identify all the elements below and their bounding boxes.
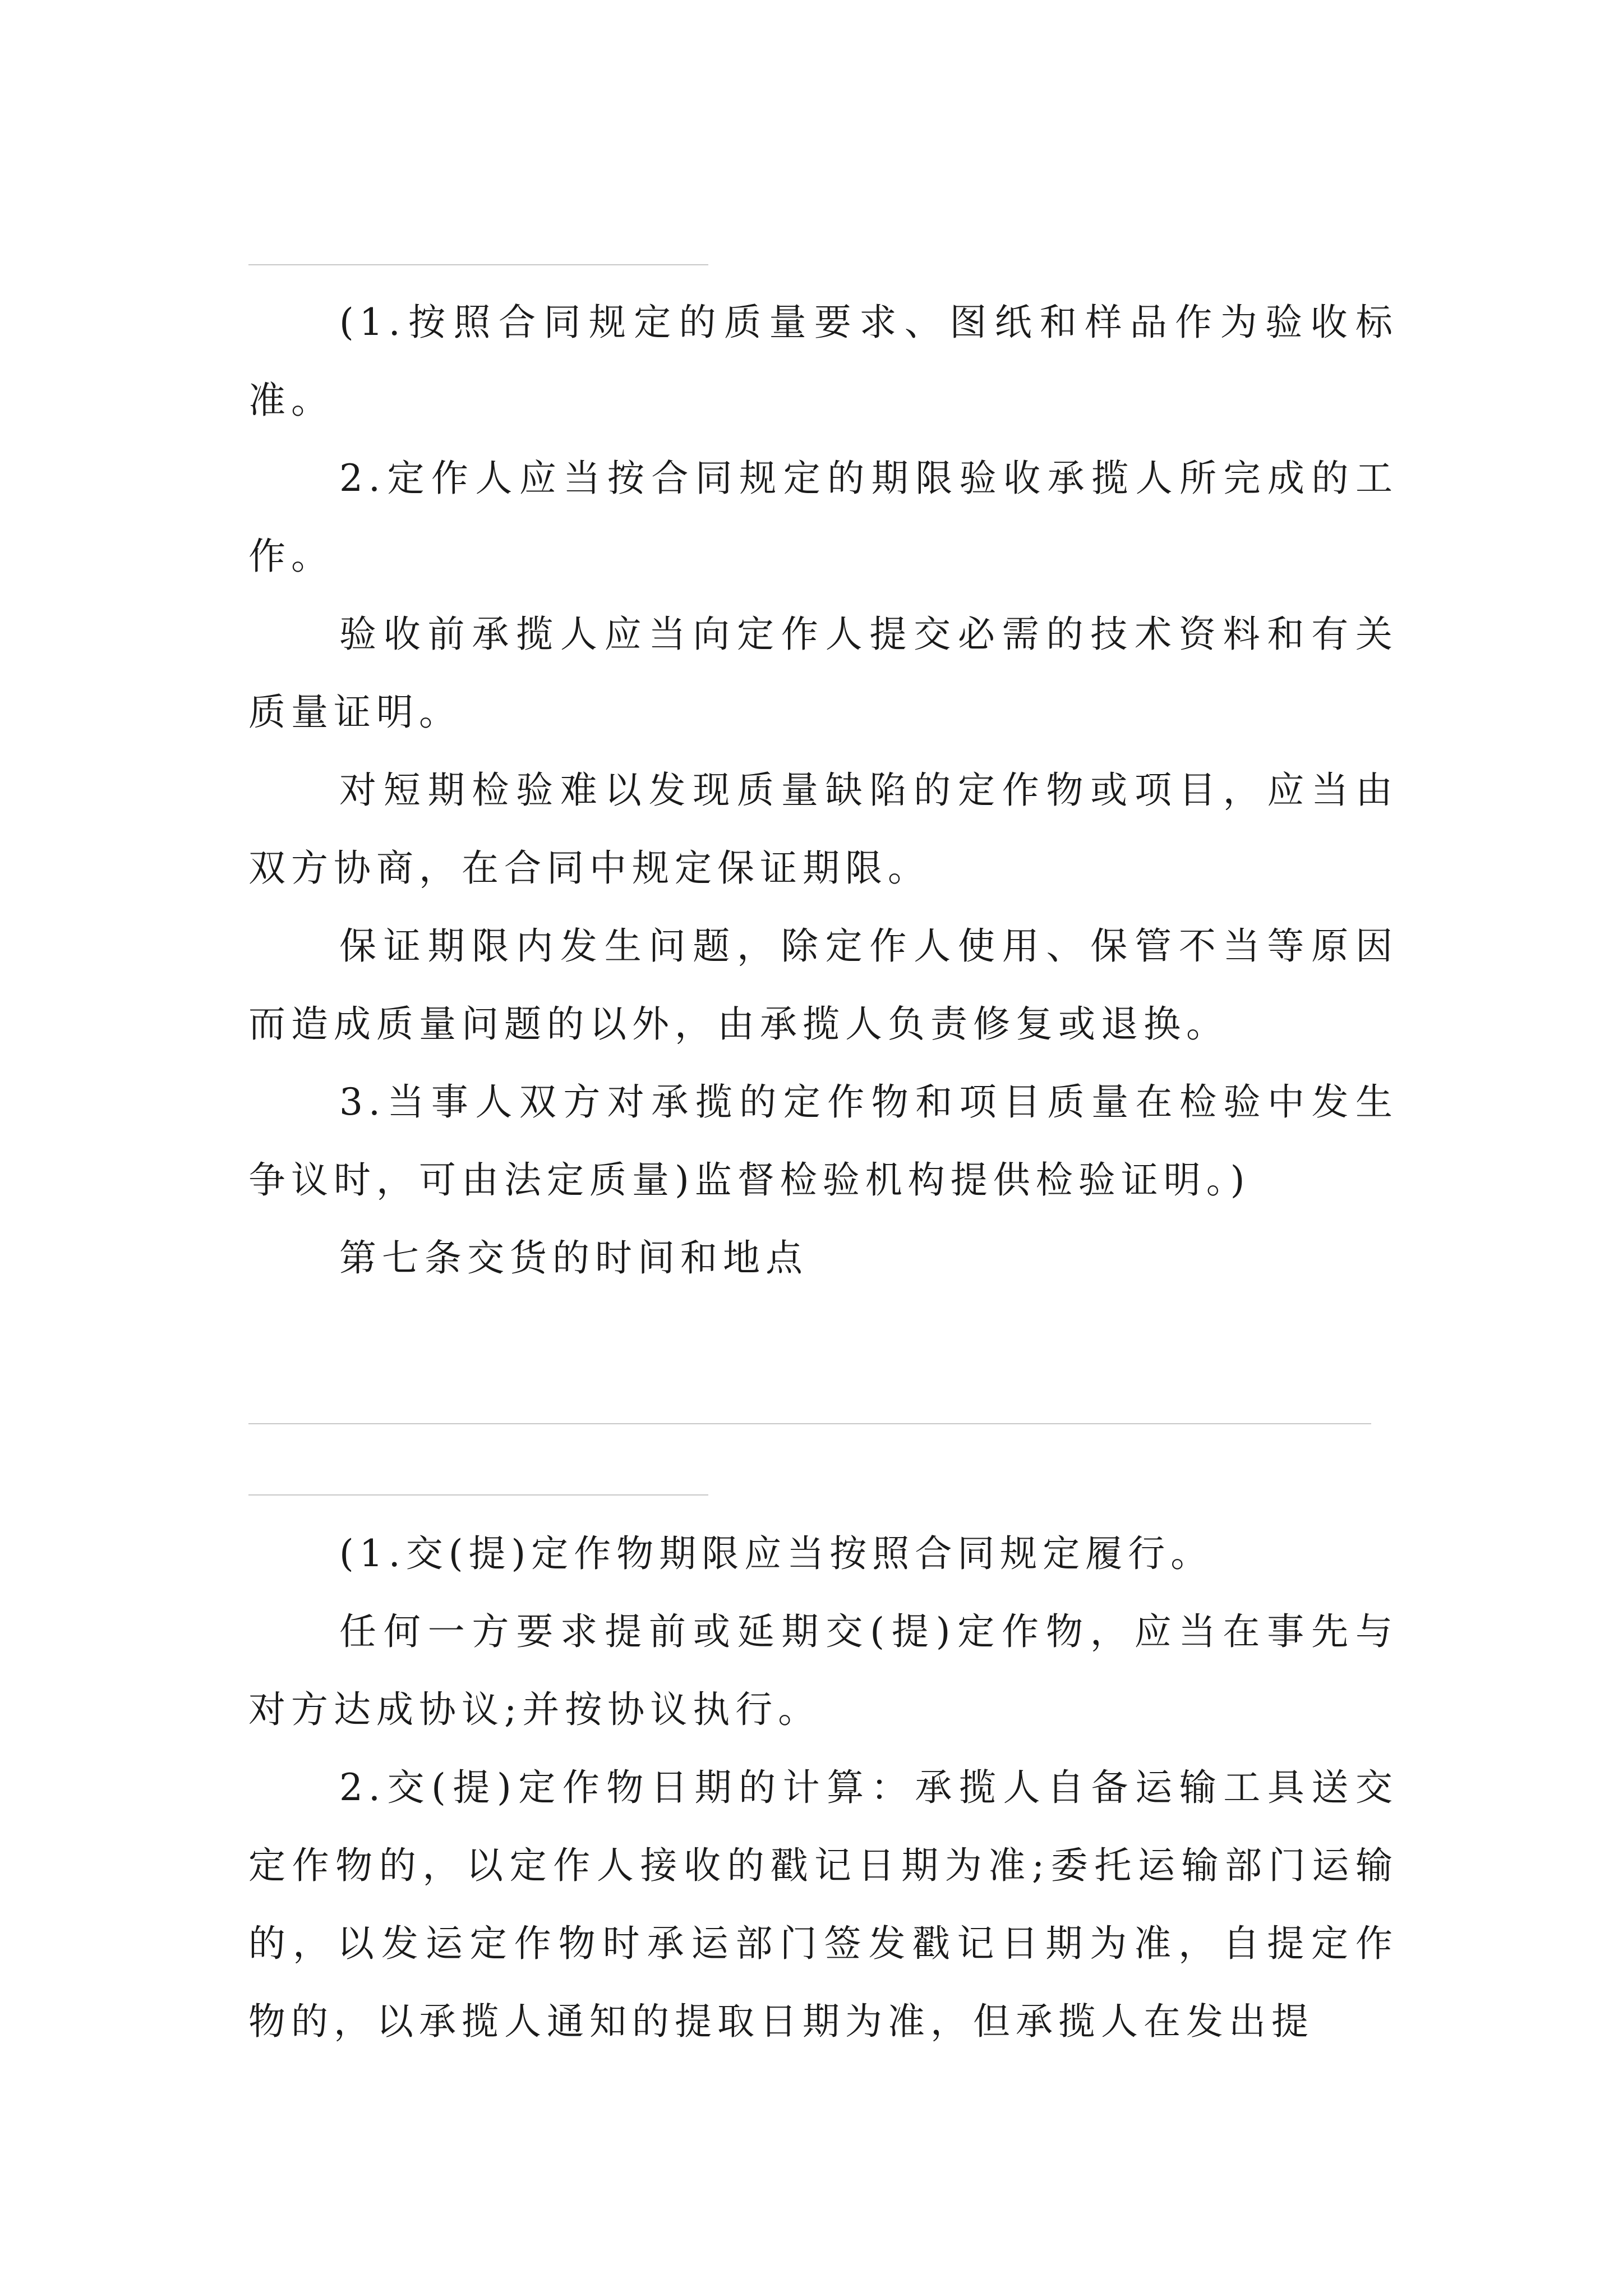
paragraph-delivery-date-calculation: 2.交(提)定作物日期的计算：承揽人自备运输工具送交定作物的，以定作人接收的戳记日期为准;委托运输部门运输的，以发运定作物时承运部门签发戳记日期为准，自提定作物的，以承揽人通知的提取日期为准，但承揽人在发出提: [248, 1766, 1398, 2043]
paragraph-warranty-problems: 保证期限内发生问题，除定作人使用、保管不当等原因而造成质量问题的以外，由承揽人负责修复或退换。: [248, 924, 1398, 1046]
middle-short-rule: [248, 1494, 708, 1496]
paragraph-technical-documents: 验收前承揽人应当向定作人提交必需的技术资料和有关质量证明。: [248, 613, 1398, 734]
paragraph-warranty-period: 对短期检验难以发现质量缺陷的定作物或项目，应当由双方协商，在合同中规定保证期限。: [248, 769, 1398, 890]
paragraph-early-or-late-delivery: 任何一方要求提前或延期交(提)定作物，应当在事先与对方达成协议;并按协议执行。: [248, 1610, 1398, 1731]
paragraph-acceptance-standard: (1.按照合同规定的质量要求、图纸和样品作为验收标准。: [248, 301, 1398, 422]
middle-long-rule: [248, 1423, 1371, 1424]
top-short-rule: [248, 264, 708, 265]
article-seven-heading: 第七条交货的时间和地点: [339, 1236, 808, 1280]
paragraph-quality-dispute: 3.当事人双方对承揽的定作物和项目质量在检验中发生争议时，可由法定质量)监督检验机构提供检验证明。): [248, 1080, 1398, 1202]
paragraph-acceptance-period: 2.定作人应当按合同规定的期限验收承揽人所完成的工作。: [248, 457, 1398, 578]
paragraph-delivery-term: (1.交(提)定作物期限应当按照合同规定履行。: [339, 1532, 1214, 1575]
